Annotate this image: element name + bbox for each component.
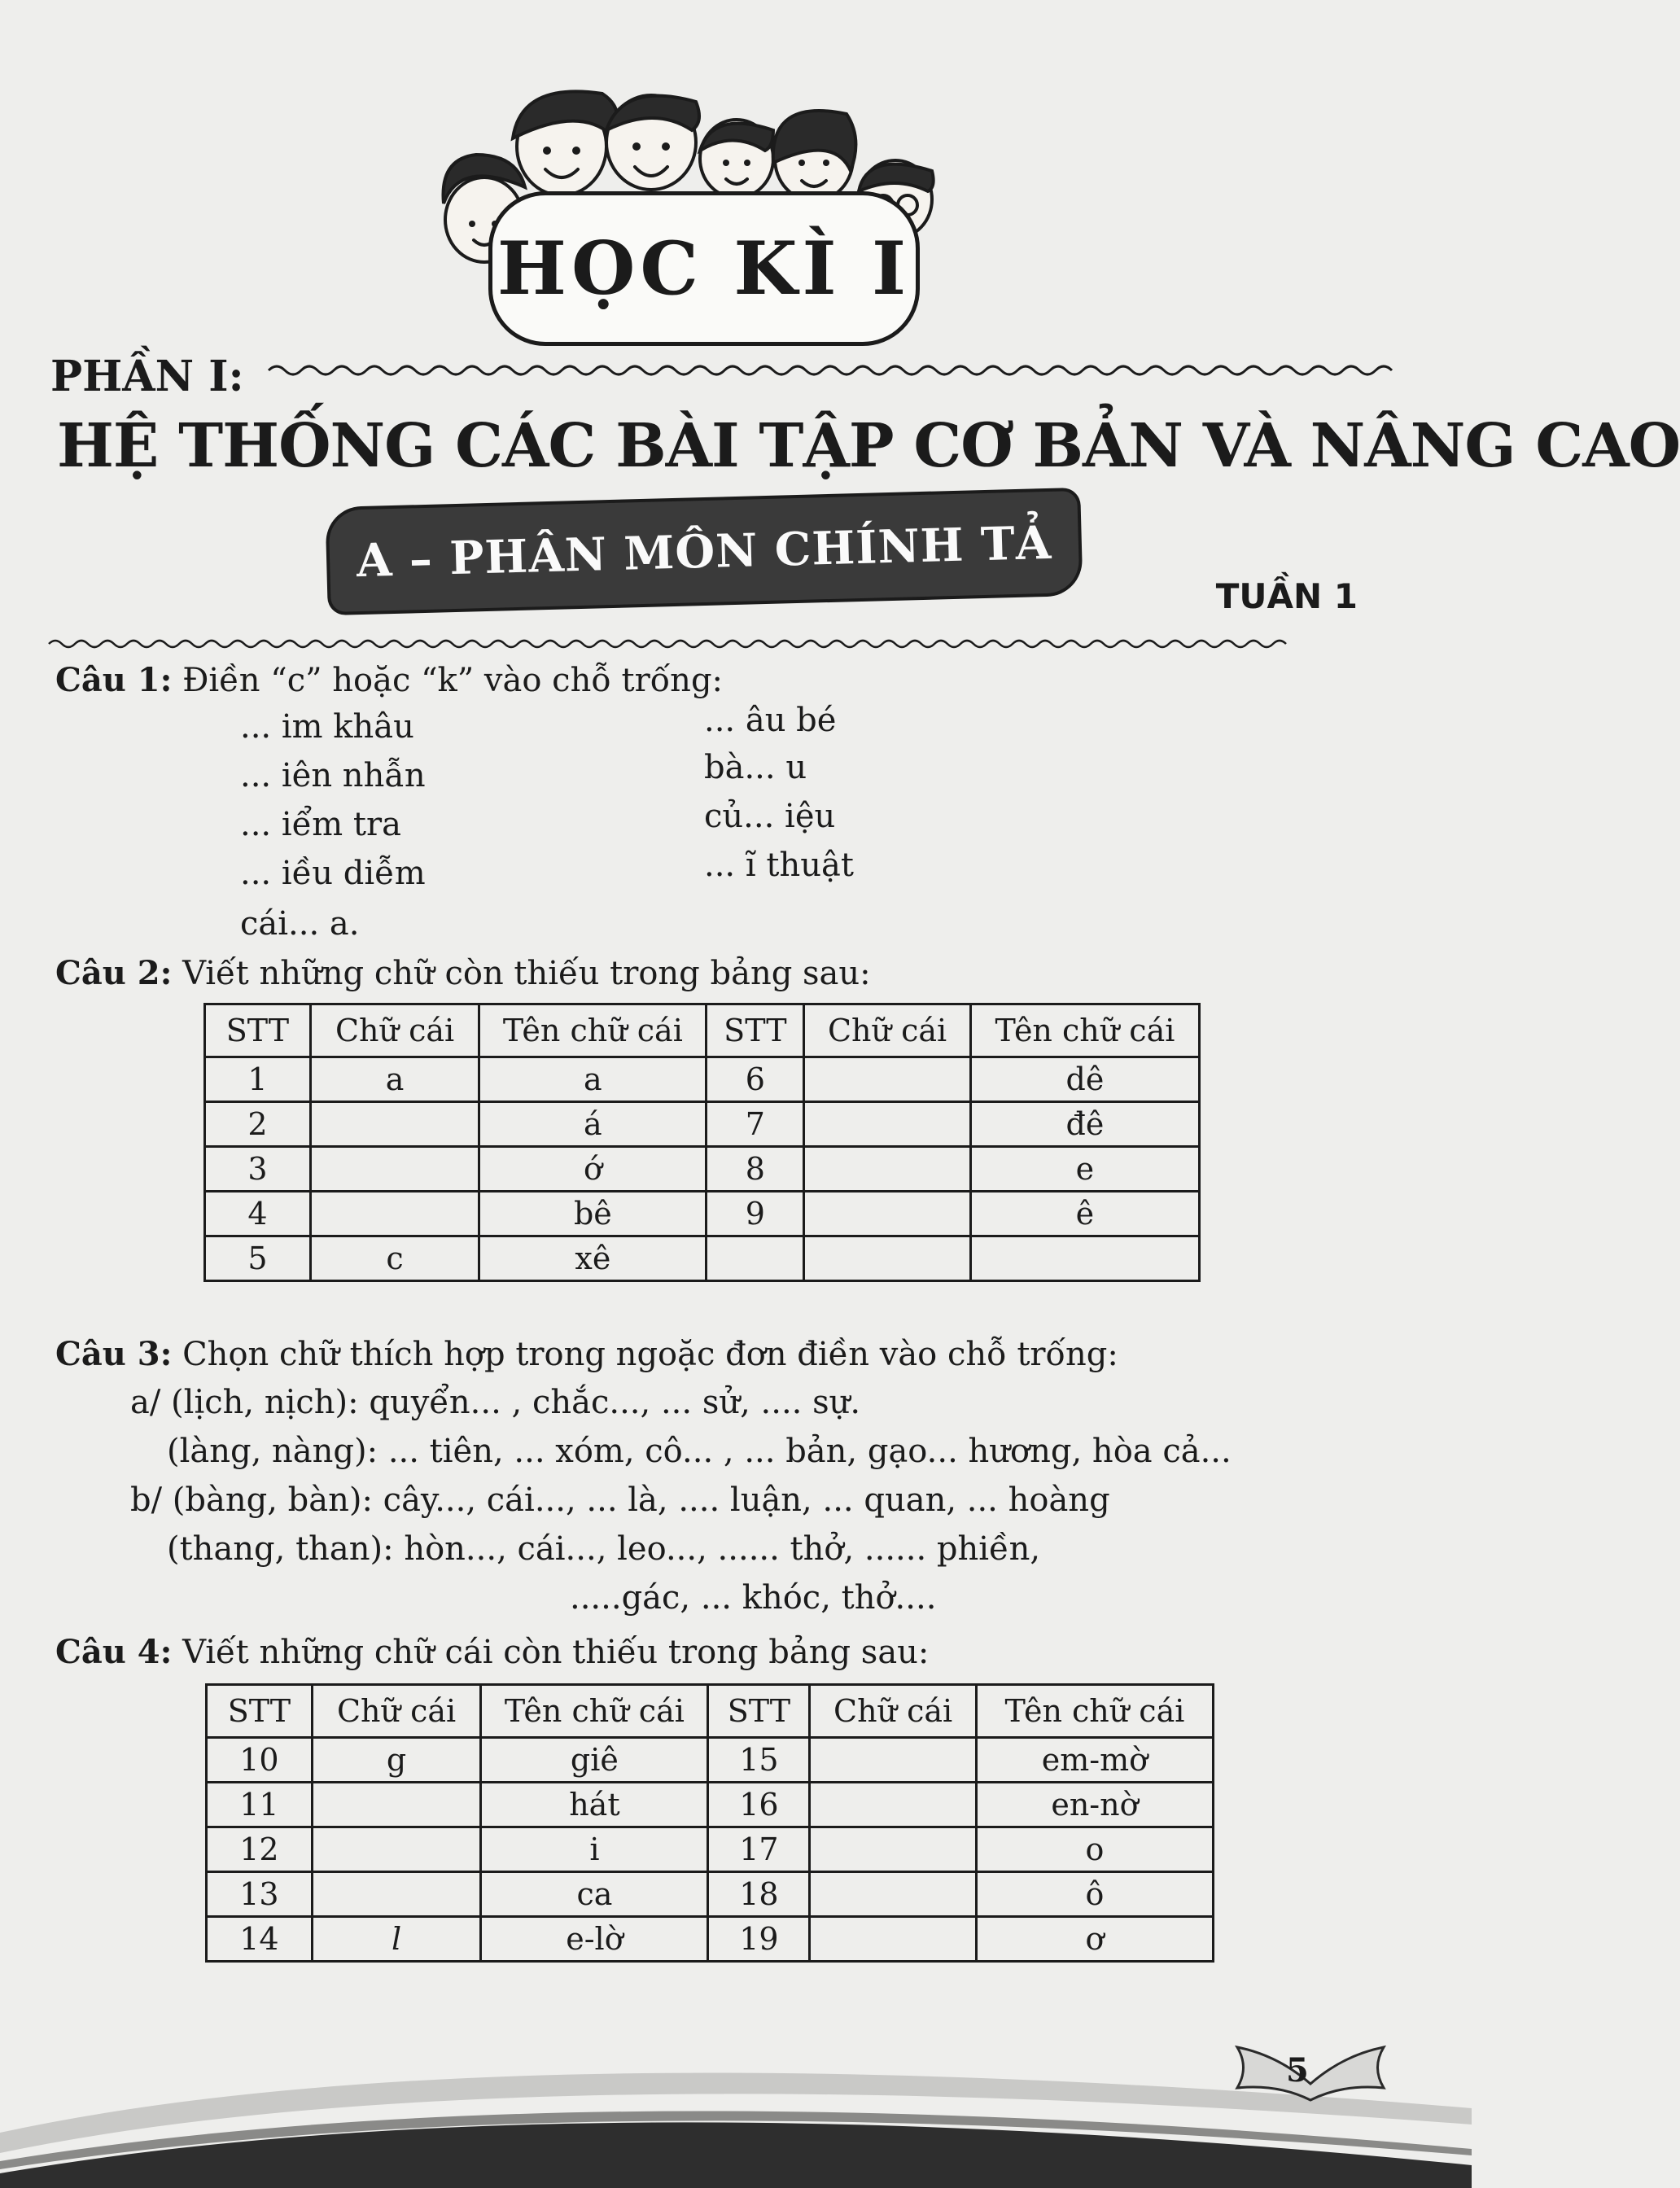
- table-cell: giê: [481, 1738, 708, 1783]
- table-cell: c: [310, 1236, 479, 1281]
- header-cell: Tên chữ cái: [479, 1004, 707, 1057]
- table-cell: [310, 1192, 479, 1236]
- table-cell: 7: [707, 1102, 804, 1147]
- q1-left-3: ... iều diễm: [240, 855, 426, 892]
- table-row: [207, 1872, 1214, 1917]
- table-cell: 14: [207, 1917, 313, 1962]
- table-cell: [810, 1827, 977, 1872]
- q3-label: Câu 3:: [55, 1335, 173, 1373]
- page-number: 5: [1286, 2051, 1309, 2090]
- q2-heading: [55, 954, 871, 992]
- table-cell: [804, 1192, 971, 1236]
- table-cell: [804, 1147, 971, 1192]
- table-row: [207, 1827, 1214, 1872]
- header-cell: Chữ cái: [804, 1004, 971, 1057]
- header-cell: Tên chữ cái: [481, 1685, 708, 1738]
- table-row: [205, 1192, 1200, 1236]
- table-row: [205, 1236, 1200, 1281]
- q3-line-1: (làng, nàng): ... tiên, ... xóm, cô... , ... bản, gạo... hương, hòa cả...: [167, 1433, 1232, 1470]
- q1-right-0: ... âu bé: [704, 702, 837, 739]
- table-cell: 6: [707, 1057, 804, 1102]
- q1-left-4: cái... a.: [240, 905, 360, 943]
- table-cell: en-nờ: [976, 1783, 1213, 1827]
- table-cell: xê: [479, 1236, 707, 1281]
- table-cell: [970, 1236, 1199, 1281]
- table-cell: 11: [207, 1783, 313, 1827]
- table-cell: 15: [708, 1738, 810, 1783]
- table-cell: [312, 1827, 481, 1872]
- table-cell: á: [479, 1102, 707, 1147]
- table-cell: 13: [207, 1872, 313, 1917]
- q3-line-3: (thang, than): hòn..., cái..., leo..., ...... thở, ...... phiền,: [167, 1530, 1041, 1568]
- q4-label: Câu 4:: [55, 1633, 173, 1671]
- q4-table: [205, 1683, 1214, 1963]
- table-cell: 5: [205, 1236, 311, 1281]
- table-row: [207, 1783, 1214, 1827]
- table-cell: 12: [207, 1827, 313, 1872]
- table-cell: [310, 1147, 479, 1192]
- q1-left-1: ... iên nhẫn: [240, 757, 426, 794]
- table-cell: 2: [205, 1102, 311, 1147]
- q3-line-2: b/ (bàng, bàn): cây..., cái..., ... là, .... luận, ... quan, ... hoàng: [130, 1481, 1110, 1519]
- q4-prompt: Viết những chữ cái còn thiếu trong bảng sau:: [182, 1634, 930, 1671]
- header-cell: STT: [708, 1685, 810, 1738]
- q3-heading: [55, 1335, 1118, 1373]
- table-cell: dê: [970, 1057, 1199, 1102]
- table-row: [207, 1917, 1214, 1962]
- table-cell: a: [310, 1057, 479, 1102]
- page-number-ornament-icon: [1229, 2031, 1392, 2104]
- table-cell: [707, 1236, 804, 1281]
- table-cell: ớ: [479, 1147, 707, 1192]
- q3-line-0: a/ (lịch, nịch): quyển... , chắc..., ... sử, .... sự.: [130, 1384, 861, 1421]
- q1-right-3: ... ĩ thuật: [704, 847, 854, 884]
- q1-left-0: ... im khâu: [240, 708, 414, 746]
- part-label: PHẦN I:: [50, 352, 244, 401]
- header-cell: STT: [205, 1004, 311, 1057]
- table-row: [205, 1147, 1200, 1192]
- table-cell: [804, 1102, 971, 1147]
- q2-table: [203, 1003, 1201, 1282]
- table-cell: 16: [708, 1783, 810, 1827]
- table-cell: o: [976, 1827, 1213, 1872]
- table-cell: 19: [708, 1917, 810, 1962]
- table-cell: [804, 1236, 971, 1281]
- main-heading: HỆ THỐNG CÁC BÀI TẬP CƠ BẢN VÀ NÂNG CAO: [57, 411, 1680, 481]
- week-label: TUẦN 1: [1215, 576, 1358, 616]
- table-cell: ơ: [976, 1917, 1213, 1962]
- table-header-row: [207, 1685, 1214, 1738]
- q1-right-2: củ... iệu: [704, 798, 836, 835]
- header-cell: Chữ cái: [310, 1004, 479, 1057]
- q2-prompt: Viết những chữ còn thiếu trong bảng sau:: [182, 955, 871, 992]
- q1-heading: [55, 661, 723, 699]
- table-row: [207, 1738, 1214, 1783]
- header-cell: Chữ cái: [810, 1685, 977, 1738]
- table-cell: ô: [976, 1872, 1213, 1917]
- table-cell: 3: [205, 1147, 311, 1192]
- q1-label: Câu 1:: [55, 661, 173, 699]
- table-cell: e: [970, 1147, 1199, 1192]
- table-cell: hát: [481, 1783, 708, 1827]
- q4-heading: [55, 1633, 929, 1671]
- header-cell: Chữ cái: [312, 1685, 481, 1738]
- table-row: [205, 1102, 1200, 1147]
- table-cell: [810, 1917, 977, 1962]
- table-cell: l: [312, 1917, 481, 1962]
- table-cell: 10: [207, 1738, 313, 1783]
- table-cell: e-lờ: [481, 1917, 708, 1962]
- table-cell: i: [481, 1827, 708, 1872]
- table-cell: 18: [708, 1872, 810, 1917]
- wavy-divider-week: [49, 633, 1367, 654]
- semester-title: HỌC KÌ I: [488, 191, 920, 346]
- table-cell: ê: [970, 1192, 1199, 1236]
- table-cell: ca: [481, 1872, 708, 1917]
- q1-left-2: ... iểm tra: [240, 806, 401, 843]
- table-cell: em-mờ: [976, 1738, 1213, 1783]
- q1-prompt: Điền “c” hoặc “k” vào chỗ trống:: [182, 662, 724, 699]
- table-cell: [310, 1102, 479, 1147]
- table-cell: g: [312, 1738, 481, 1783]
- table-cell: [810, 1872, 977, 1917]
- q2-label: Câu 2:: [55, 954, 173, 992]
- table-cell: 8: [707, 1147, 804, 1192]
- section-banner: A – PHÂN MÔN CHÍNH TẢ: [329, 491, 1080, 612]
- wavy-divider-top: [269, 358, 1359, 383]
- table-cell: [312, 1783, 481, 1827]
- table-cell: [810, 1738, 977, 1783]
- table-cell: 17: [708, 1827, 810, 1872]
- table-cell: đê: [970, 1102, 1199, 1147]
- table-cell: [312, 1872, 481, 1917]
- table-header-row: [205, 1004, 1200, 1057]
- q3-prompt: Chọn chữ thích hợp trong ngoặc đơn điền vào chỗ trống:: [182, 1336, 1118, 1373]
- header-cell: Tên chữ cái: [970, 1004, 1199, 1057]
- header-cell: STT: [207, 1685, 313, 1738]
- table-row: [205, 1057, 1200, 1102]
- table-cell: [810, 1783, 977, 1827]
- header-cell: Tên chữ cái: [976, 1685, 1213, 1738]
- table-cell: 4: [205, 1192, 311, 1236]
- table-cell: [804, 1057, 971, 1102]
- header-cell: STT: [707, 1004, 804, 1057]
- q1-right-1: bà... u: [704, 749, 807, 786]
- table-cell: 1: [205, 1057, 311, 1102]
- table-cell: bê: [479, 1192, 707, 1236]
- table-cell: a: [479, 1057, 707, 1102]
- table-cell: 9: [707, 1192, 804, 1236]
- q3-line-4: .....gác, ... khóc, thở....: [570, 1579, 937, 1617]
